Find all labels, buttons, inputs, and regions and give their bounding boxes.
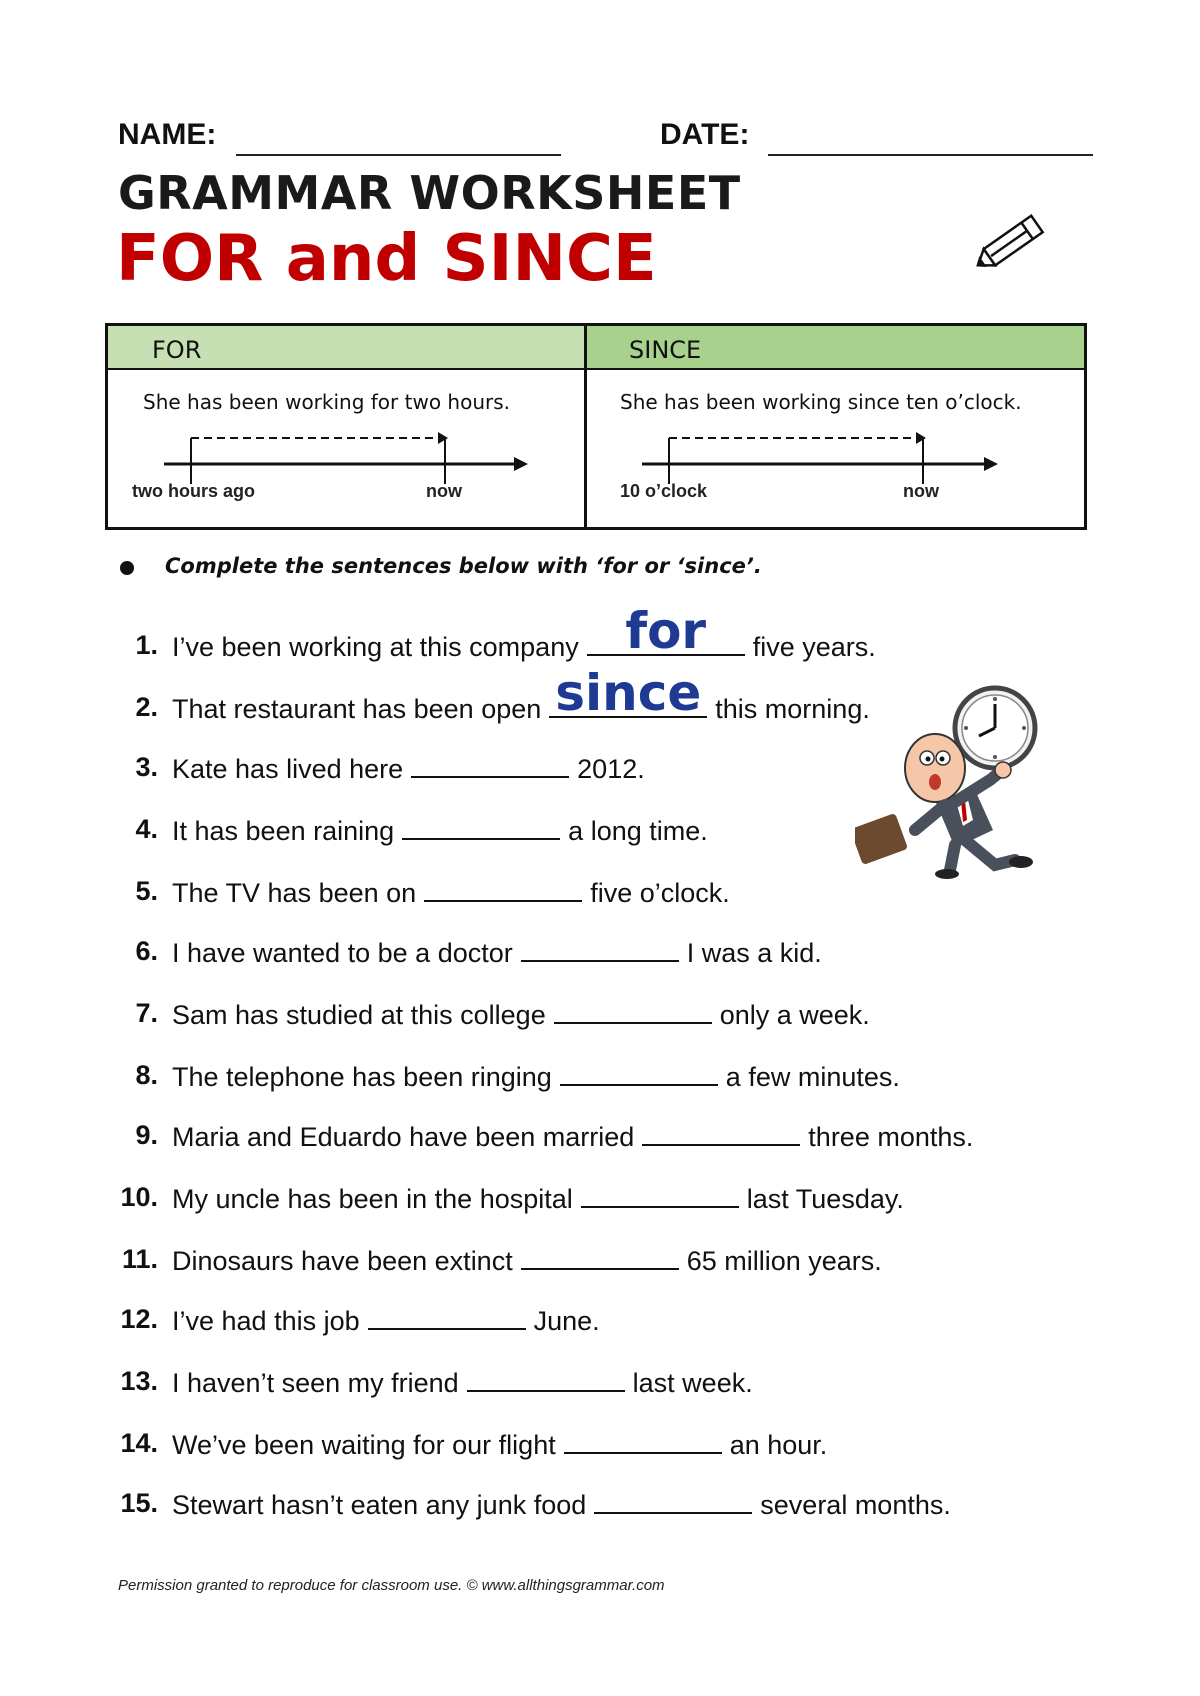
answer-blank[interactable] xyxy=(581,1182,739,1208)
question-row xyxy=(0,876,1200,916)
answer-blank[interactable] xyxy=(594,1488,752,1514)
question-row xyxy=(0,1060,1200,1100)
question-row xyxy=(0,936,1200,976)
sentence-end: three months. xyxy=(808,1122,974,1152)
answer-blank[interactable] xyxy=(554,998,712,1024)
sentence-end: a few minutes. xyxy=(725,1062,900,1092)
sentence-start: We’ve been waiting for our flight xyxy=(172,1430,556,1460)
sentence-start: Maria and Eduardo have been married xyxy=(172,1122,635,1152)
answer-blank[interactable] xyxy=(521,936,679,962)
sentence-start: Sam has studied at this college xyxy=(172,1000,546,1030)
question-row xyxy=(0,1182,1200,1222)
sentence-start: The telephone has been ringing xyxy=(172,1062,552,1092)
question-row xyxy=(0,1488,1200,1528)
question-number: 3. xyxy=(135,752,158,782)
for-column xyxy=(108,326,587,527)
sentence-end: I was a kid. xyxy=(686,938,822,968)
question-sentence xyxy=(172,1428,827,1461)
sentence-start: My uncle has been in the hospital xyxy=(172,1184,573,1214)
question-row xyxy=(0,1244,1200,1284)
sentence-start: That restaurant has been open xyxy=(172,694,542,724)
since-end-label: now xyxy=(903,481,939,501)
answer-blank[interactable] xyxy=(560,1060,718,1086)
sentence-end: this morning. xyxy=(715,694,870,724)
header-row xyxy=(118,118,1096,158)
name-label: NAME: xyxy=(118,118,217,151)
since-header xyxy=(587,326,1084,370)
for-start-label: two hours ago xyxy=(132,481,255,501)
sentence-end: five years. xyxy=(752,632,876,662)
sentence-end: five o’clock. xyxy=(590,878,730,908)
worksheet-title: GRAMMAR WORKSHEET xyxy=(118,166,741,220)
question-number: 2. xyxy=(135,692,158,722)
footer-permission: Permission granted to reproduce for classroom use. © www.allthingsgrammar.com xyxy=(118,1577,665,1594)
sentence-end: last week. xyxy=(632,1368,753,1398)
sentence-start: I haven’t seen my friend xyxy=(172,1368,459,1398)
since-column xyxy=(587,326,1084,527)
question-number: 14. xyxy=(120,1428,158,1458)
answer-blank[interactable] xyxy=(642,1120,800,1146)
question-sentence xyxy=(172,1120,973,1153)
sentence-end: last Tuesday. xyxy=(746,1184,904,1214)
question-number: 7. xyxy=(135,998,158,1028)
sentence-start: I’ve been working at this company xyxy=(172,632,579,662)
answer-blank[interactable] xyxy=(368,1304,526,1330)
question-sentence xyxy=(172,1182,904,1215)
question-sentence xyxy=(172,1488,951,1521)
since-example-sentence: She has been working since ten o’clock. xyxy=(620,390,1022,414)
question-sentence xyxy=(172,814,708,847)
question-number: 13. xyxy=(120,1366,158,1396)
question-number: 4. xyxy=(135,814,158,844)
sentence-start: The TV has been on xyxy=(172,878,417,908)
question-number: 15. xyxy=(120,1488,158,1518)
question-sentence xyxy=(172,1366,753,1399)
instruction-text: Complete the sentences below with ‘for or ‘since’. xyxy=(165,554,762,578)
question-sentence xyxy=(172,752,645,785)
answer-blank[interactable] xyxy=(549,664,707,722)
question-number: 9. xyxy=(135,1120,158,1150)
answer-blank[interactable] xyxy=(564,1428,722,1454)
for-since-explanation-panel xyxy=(105,323,1087,530)
question-sentence xyxy=(172,1304,600,1337)
answer-blank[interactable] xyxy=(424,876,582,902)
sentence-start: Kate has lived here xyxy=(172,754,404,784)
for-header xyxy=(108,326,584,370)
sentence-start: Stewart hasn’t eaten any junk food xyxy=(172,1490,587,1520)
sentence-end: several months. xyxy=(760,1490,951,1520)
for-example-sentence: She has been working for two hours. xyxy=(143,390,511,414)
question-sentence xyxy=(172,602,876,663)
handwritten-answer: for xyxy=(625,602,707,660)
question-row xyxy=(0,1304,1200,1344)
question-sentence xyxy=(172,998,870,1031)
name-field[interactable] xyxy=(236,154,561,156)
sentence-start: It has been raining xyxy=(172,816,395,846)
question-number: 6. xyxy=(135,936,158,966)
answer-blank[interactable] xyxy=(521,1244,679,1270)
question-sentence xyxy=(172,876,730,909)
man-with-clock-clipart xyxy=(855,680,1045,880)
question-number: 10. xyxy=(120,1182,158,1212)
pencil-icon xyxy=(968,200,1060,280)
sentence-end: 2012. xyxy=(577,754,645,784)
bullet-icon xyxy=(120,561,134,575)
question-sentence xyxy=(172,936,822,969)
handwritten-answer: since xyxy=(555,664,702,722)
question-number: 5. xyxy=(135,876,158,906)
question-number: 11. xyxy=(121,1244,158,1274)
question-row xyxy=(0,1366,1200,1406)
sentence-end: 65 million years. xyxy=(686,1246,882,1276)
question-row xyxy=(0,998,1200,1038)
sentence-start: I have wanted to be a doctor xyxy=(172,938,513,968)
since-heading: SINCE xyxy=(629,336,702,364)
answer-blank[interactable] xyxy=(587,602,745,660)
question-row xyxy=(0,1120,1200,1160)
for-end-label: now xyxy=(426,481,462,501)
since-start-label: 10 o’clock xyxy=(620,481,708,501)
date-label: DATE: xyxy=(660,118,750,151)
sentence-end: only a week. xyxy=(719,1000,870,1030)
sentence-end: an hour. xyxy=(729,1430,828,1460)
sentence-end: June. xyxy=(533,1306,600,1336)
sentence-start: I’ve had this job xyxy=(172,1306,360,1336)
question-number: 12. xyxy=(120,1304,158,1334)
answer-blank[interactable] xyxy=(411,752,569,778)
answer-blank[interactable] xyxy=(467,1366,625,1392)
for-heading: FOR xyxy=(152,336,202,364)
question-sentence xyxy=(172,1060,900,1093)
worksheet-subtitle: FOR and SINCE xyxy=(116,222,657,296)
question-sentence xyxy=(172,1244,882,1277)
sentence-end: a long time. xyxy=(568,816,708,846)
date-field[interactable] xyxy=(768,154,1093,156)
question-number: 1. xyxy=(135,630,158,660)
question-number: 8. xyxy=(135,1060,158,1090)
sentence-start: Dinosaurs have been extinct xyxy=(172,1246,513,1276)
question-sentence xyxy=(172,664,870,725)
answer-blank[interactable] xyxy=(402,814,560,840)
question-row xyxy=(0,1428,1200,1468)
